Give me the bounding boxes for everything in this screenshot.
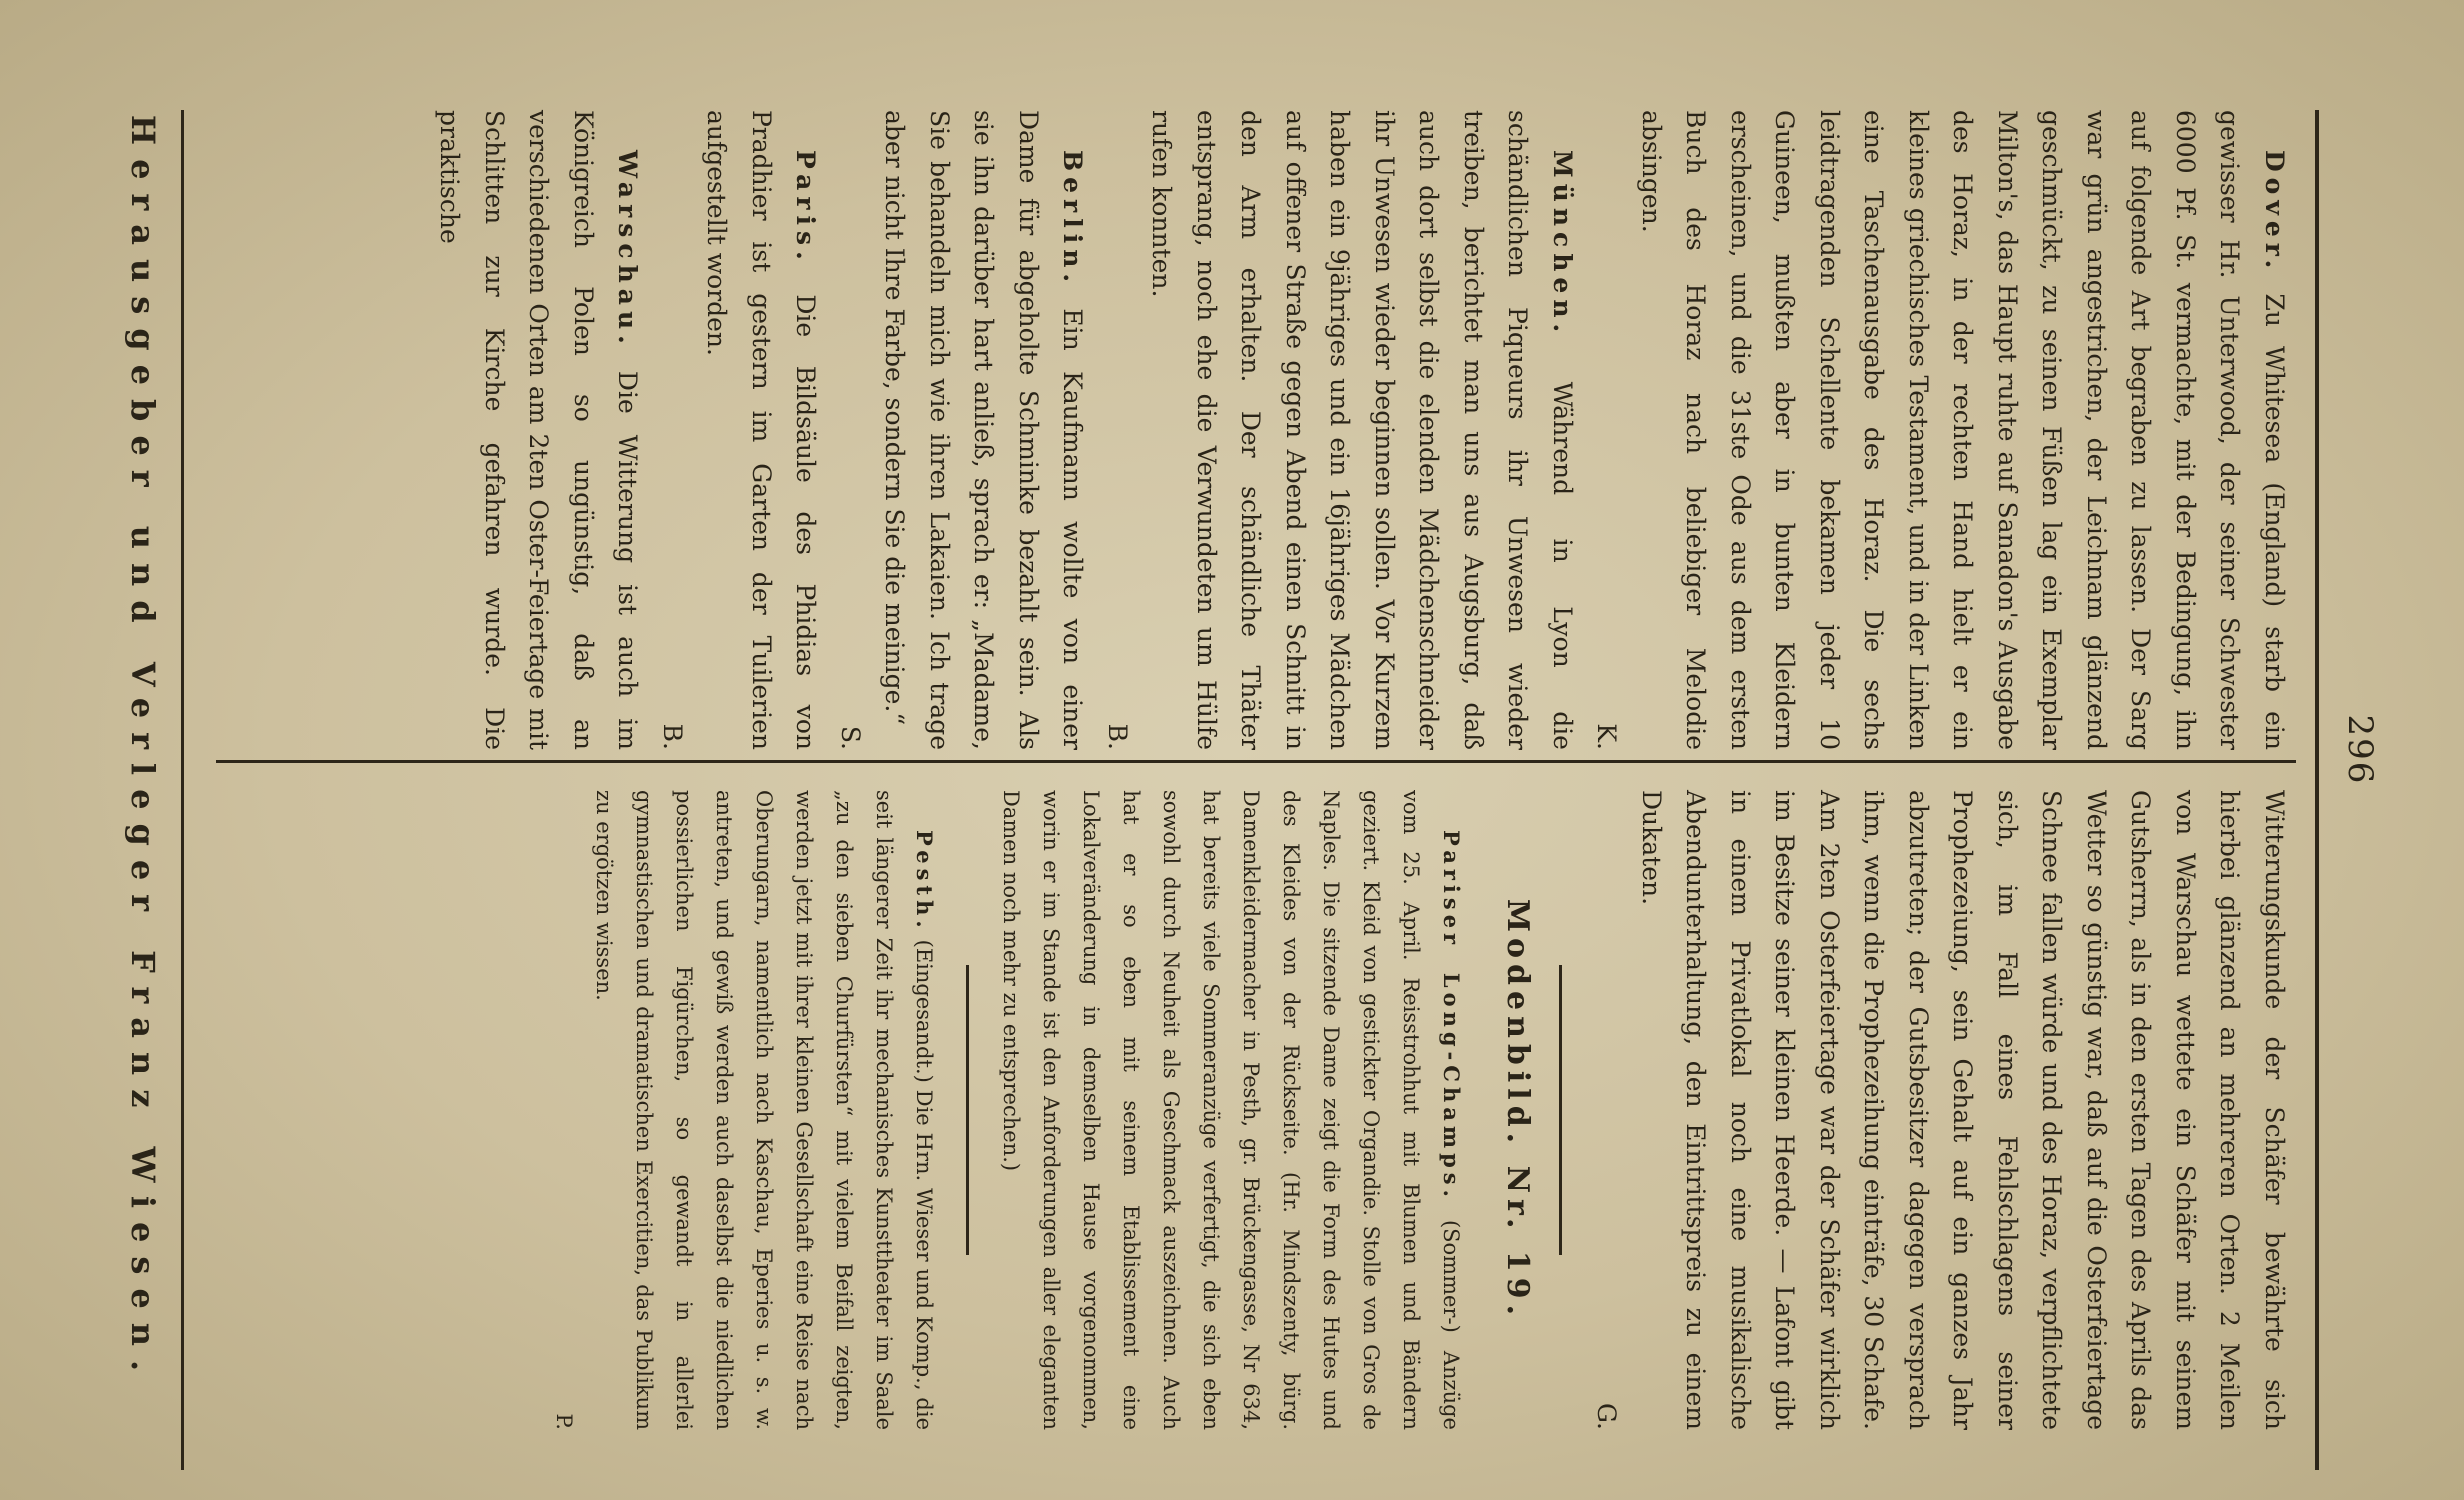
article-text: Ein Kaufmann wollte von einer Dame für abgeholte Schminke bezahlt sein. Als sie ihn darüber hart anließ, sprach er: „Madame, Sie behandeln mich wie ihren Lakaien. Ich trage aber nicht Ihre Farbe, sondern Sie die meinige.“ (880, 110, 1088, 750)
place-name: Dover. (2260, 150, 2289, 275)
article-text: Während in Lyon die schändlichen Piqueurs ihr Unwesen wieder treiben, berichtet man uns aus Augsburg, daß auch dort selbst die elenden Mädchenschneider ihr Unwesen wieder beginnen sollen. Vor Kurzem haben ein 9jähriges und ein 16jähriges Mädchen auf offener Straße gegen Abend einen Schnitt in den Arm erhalten. Der schändliche Thäter entsprang, noch ehe die Verwundeten um Hülfe rufen konnten. (1147, 110, 1577, 750)
signature: S. (836, 725, 865, 750)
signature: G. (1592, 1402, 1622, 1430)
section-rule (1559, 965, 1562, 1255)
article-pesth (584, 790, 944, 1430)
place-name: München. (1548, 150, 1577, 339)
left-column (427, 110, 2296, 750)
place-name: Pesth. (912, 830, 937, 933)
article-warschau (427, 110, 650, 750)
article-text: (Eingesandt.) Die Hrn. Wieser und Komp., die seit längerer Zeit ihr mechanisches Kunsttheater im Saale „zu den sieben Churfürsten“ mit vielem Beifall zeigten, werden jetzt mit ihrer kleinen Gesellschaft eine Reise nach Oberungarn, namentlich nach Kaschau, Eperies u. s. w. antreten, und gewiß werden auch daselbst die niedlichen possierlichen Figürchen, so gewandt in allerlei gymnastischen und dramatischen Exercitien, das Publikum zu ergötzen wissen. (592, 790, 936, 1430)
article-dover (1629, 110, 2297, 750)
place-name: Paris. (791, 150, 821, 266)
signature: B. (1103, 723, 1132, 750)
article-muenchen (1139, 110, 1584, 750)
column-divider (216, 760, 2296, 763)
footer-rule (181, 110, 184, 1470)
article-fashion (991, 790, 1471, 1430)
signature: P. (552, 1413, 576, 1430)
article-text: Zu Whitesea (England) starb ein gewisser Hr. Unterwood, der seiner Schwester 6000 Pf. St. vermachte, mit der Bedingung, ihn auf folgende Art begraben zu lassen. Der Sarg war grün angestrichen, der Leichnam glänzend geschmückt, zu seinen Füßen lag ein Exemplar Milton's, das Haupt ruhte auf Sanadon's Ausgabe des Horaz, in der rechten Hand hielt er ein kleines griechisches Testament, und in der Linken eine Taschenausgabe des Horaz. Die sechs leidtragenden Schellente bekamen jeder 10 Guineen, mußten aber in bunten Kleidern erscheinen, und die 31ste Ode aus dem ersten Buch des Horaz nach beliebiger Melodie absingen. (1637, 110, 2289, 750)
imprint-footer: Herausgeber und Verleger Franz Wiesen. (124, 114, 162, 1386)
article-text: (Sommer-) Anzüge vom 25. April. Reisstrohhut mit Blumen und Bändern geziert. Kleid von gestickter Organdie. Stolle von Gros de Naples. Die sitzende Dame zeigt die Form des Hutes und des Kleides von der Rückseite. (Hr. Mindszenty, bürg. Damenkleidermacher in Pesth, gr. Brückengasse, Nr 634, hat bereits viele Sommeranzüge verfertigt, die sich eben sowohl durch Neuheit als Geschmack auszeichnen. Auch hat er so eben mit seinem Etablissement eine Lokalveränderung in demselben Hause vorgenommen, worin er im Stande ist den Anforderungen aller eleganten Damen noch mehr zu entsprechen.) (999, 790, 1463, 1430)
signature: K. (1592, 723, 1622, 750)
section-rule (966, 965, 969, 1255)
top-rule (2315, 110, 2319, 1470)
article-paris (694, 110, 828, 750)
section-heading: Modenbild. Nr. 19. (1500, 898, 1535, 1322)
article-warschau-continued: Witterungskunde der Schäfer bewährte sich hierbei glänzend an mehreren Orten. 2 Meilen von Warschau wettete ein Schäfer mit seinem Gutsherrn, als in den ersten Tagen des Aprils das Wetter so günstig war, daß auf die Osterfeiertage Schnee fallen würde und des Horaz, verpflichtete sich, im Fall eines Fehlschlagens seiner Prophezeiung, sein Gehalt auf ein ganzes Jahr abzutreten; der Gutsbesitzer dagegen versprach ihm, wenn die Prophezeihung einträfe, 30 Schafe. Am 2ten Osterfeiertage war der Schäfer wirklich im Besitze seiner kleinen Heerde. — Lafont gibt in einem Privatlokal noch eine musikalische Abendunterhaltung, den Eintrittspreis zu einem Dukaten. (1637, 790, 2289, 1430)
right-column (544, 790, 2296, 1430)
place-name: Warschau. (613, 150, 643, 350)
article-berlin (872, 110, 1095, 750)
article-text: Die Witterung ist auch im Königreich Polen so ungünstig, daß an verschiedenen Orten am 2ten Oster-Feiertage mit Schlitten zur Kirche gefahren wurde. Die praktische (435, 110, 643, 750)
page-number: 296 (2340, 714, 2380, 786)
place-name: Pariser Long-Champs. (1439, 830, 1464, 1202)
article-text: Die Bildsäule des Phidias von Pradhier ist gestern im Garten der Tuilerien aufgestellt worden. (702, 110, 821, 751)
place-name: Berlin. (1058, 150, 1088, 289)
signature: B. (658, 723, 687, 750)
